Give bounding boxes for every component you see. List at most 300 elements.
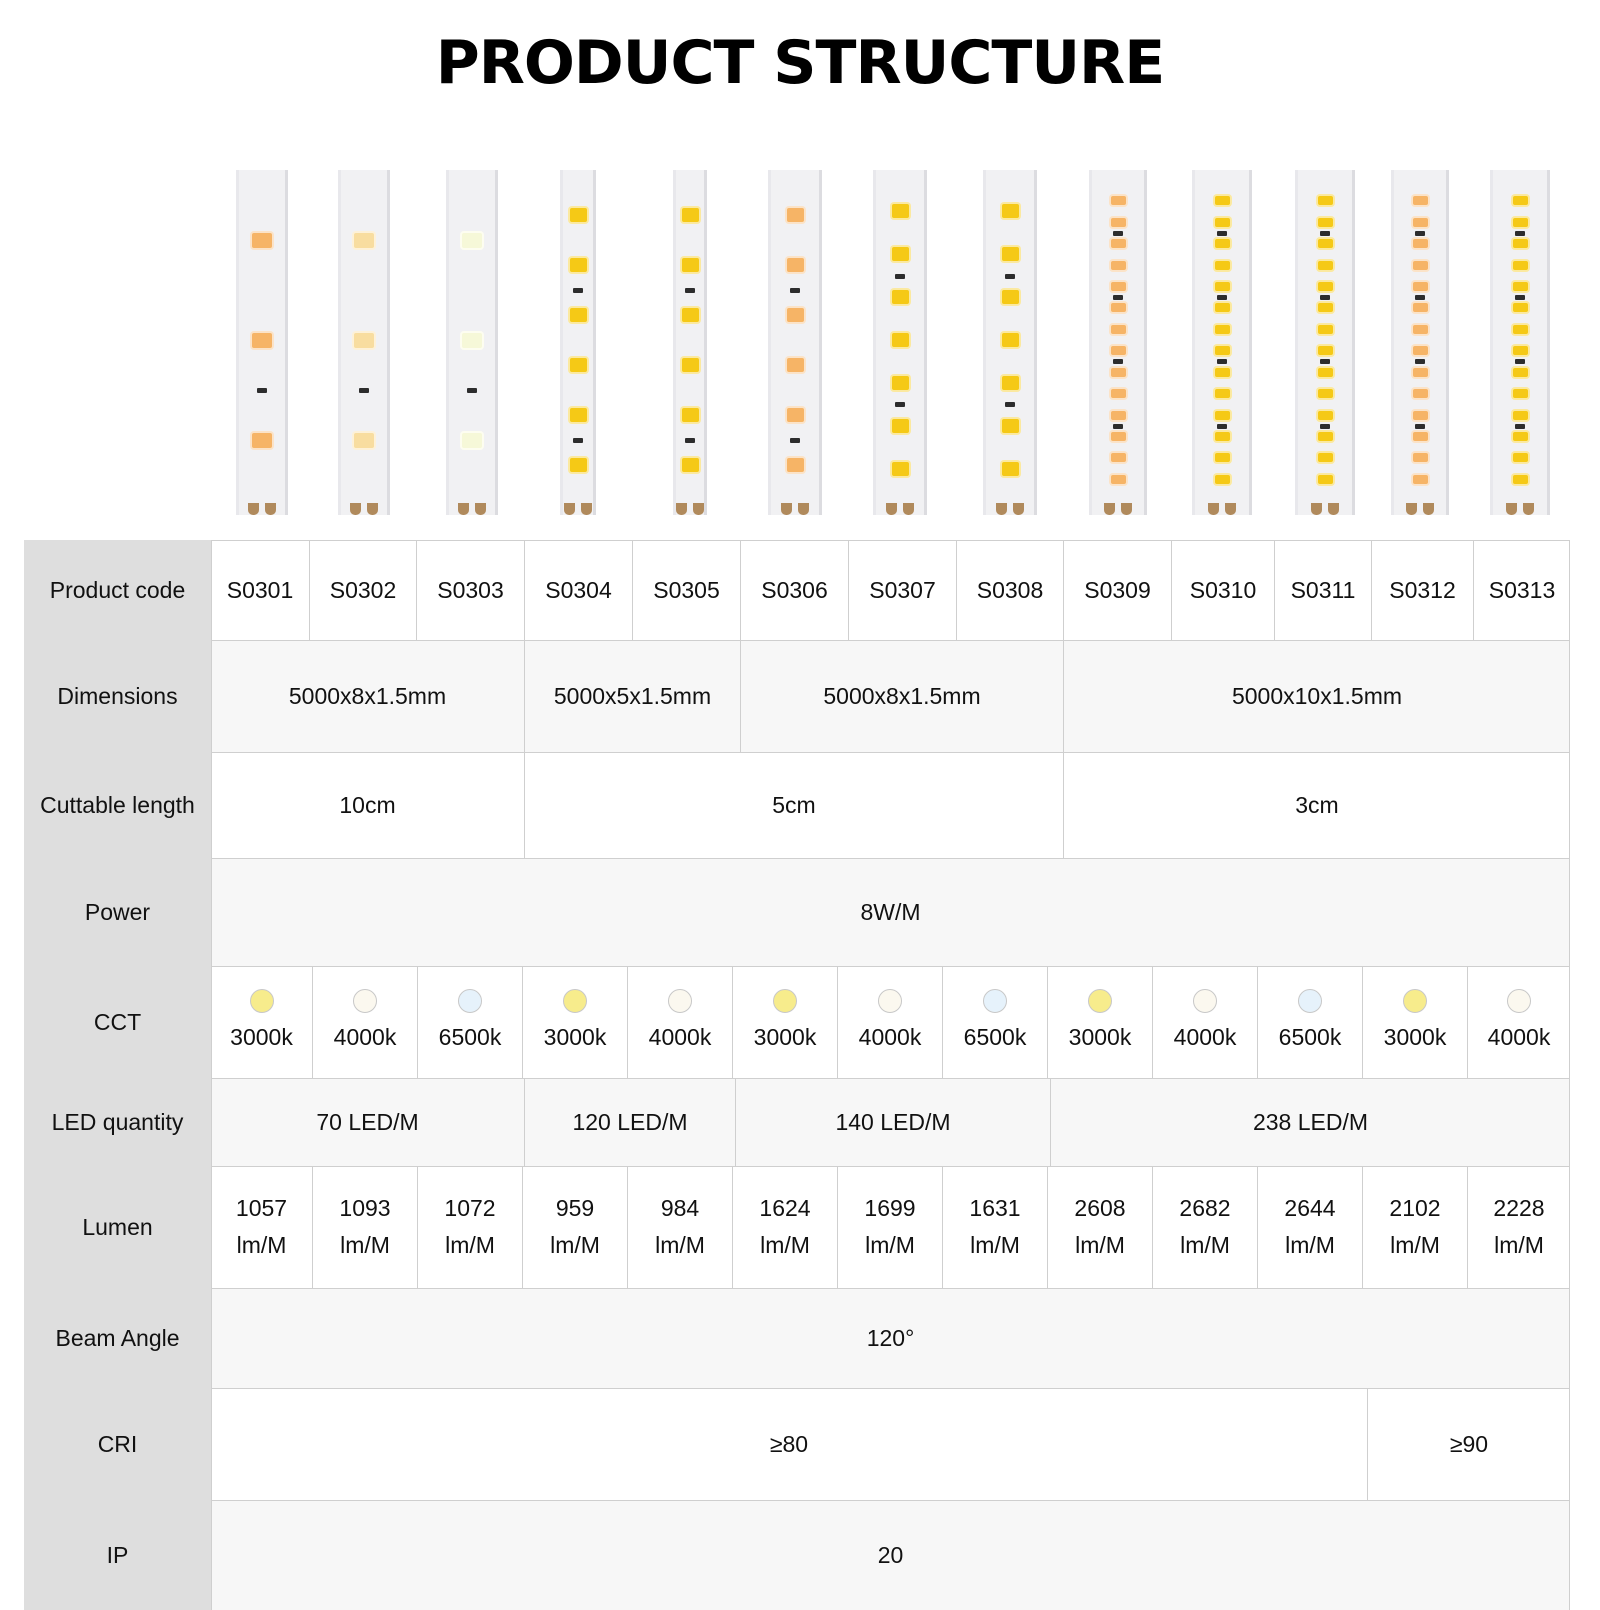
led-chip: [787, 258, 804, 272]
solder-pad: [996, 503, 1007, 515]
cct-cell: [523, 966, 628, 1078]
lumen-value: 2228: [1493, 1195, 1545, 1221]
solder-pad: [1423, 503, 1434, 515]
led-chip: [462, 433, 482, 448]
led-chip: [1215, 239, 1230, 248]
led-chip: [787, 208, 804, 222]
cct-value: 6500k: [1278, 1023, 1342, 1050]
lumen-value: 1057: [235, 1195, 288, 1221]
led-strip-image: [338, 170, 390, 515]
solder-pad: [1225, 503, 1236, 515]
led-chip: [1318, 432, 1333, 441]
led-chip: [1413, 303, 1428, 312]
solder-pad: [903, 503, 914, 515]
lumen-unit: lm/M: [1180, 1232, 1230, 1258]
lumen-cell: [1153, 1166, 1258, 1288]
led-chip: [1513, 239, 1528, 248]
led-chip: [892, 419, 909, 433]
label-dimensions: Dimensions: [57, 682, 178, 709]
led-chip: [1002, 419, 1019, 433]
solder-pad: [1523, 503, 1534, 515]
led-chip: [1215, 303, 1230, 312]
cct-color-swatch: [773, 989, 797, 1013]
led-chip: [892, 376, 909, 390]
led-chip: [682, 308, 699, 322]
led-chip: [1513, 282, 1528, 291]
lumen-cell: [628, 1166, 733, 1288]
solder-pad: [798, 503, 809, 515]
lumen-cell: [943, 1166, 1048, 1288]
led-chip: [1215, 218, 1230, 227]
led-chip: [1413, 475, 1428, 484]
led-chip: [1318, 368, 1333, 377]
cct-cell: [628, 966, 733, 1078]
led-chip: [1111, 475, 1126, 484]
solder-pad: [781, 503, 792, 515]
led-chip: [1413, 282, 1428, 291]
led-strip-image: [1490, 170, 1550, 515]
led-chip: [1318, 303, 1333, 312]
solder-pad: [367, 503, 378, 515]
lumen-unit: lm/M: [865, 1232, 915, 1258]
led-chip: [1002, 333, 1019, 347]
cri-cell: ≥80: [211, 1388, 1368, 1500]
page-title: PRODUCT STRUCTURE: [435, 28, 1165, 98]
product-code-cell: S0309: [1064, 540, 1172, 640]
solder-pad: [1311, 503, 1322, 515]
product-code-cell: S0301: [211, 540, 310, 640]
cri-cell: ≥90: [1449, 1430, 1489, 1457]
cct-cell: [313, 966, 418, 1078]
product-code-cell: S0305: [633, 540, 741, 640]
cct-color-swatch: [983, 989, 1007, 1013]
solder-pad: [1406, 503, 1417, 515]
led-strip-image: [768, 170, 822, 515]
label-ip: IP: [106, 1541, 129, 1568]
led-strip-image: [1391, 170, 1449, 515]
cct-cell: [1258, 966, 1363, 1078]
solder-pad: [564, 503, 575, 515]
led-chip: [1513, 346, 1528, 355]
product-code-cell: S0303: [417, 540, 525, 640]
solder-pad: [1121, 503, 1132, 515]
lumen-cell: [418, 1166, 523, 1288]
cct-value: 3000k: [543, 1023, 607, 1050]
cct-value: 6500k: [963, 1023, 1027, 1050]
solder-pad: [350, 503, 361, 515]
led-strip-image: [1089, 170, 1147, 515]
dimensions-cell: 5000x10x1.5mm: [1231, 682, 1403, 709]
cct-color-swatch: [878, 989, 902, 1013]
led-strip-image: [983, 170, 1037, 515]
resistor-chip: [685, 438, 695, 443]
cct-color-swatch: [250, 989, 274, 1013]
resistor-chip: [895, 274, 905, 279]
cuttable-length-cell: 3cm: [1295, 791, 1339, 818]
cuttable-length-cell: 5cm: [525, 752, 1064, 858]
led-chip: [1215, 368, 1230, 377]
led-quantity-cell: 120 LED/M: [525, 1078, 736, 1166]
led-chip: [1111, 239, 1126, 248]
led-chip: [1002, 376, 1019, 390]
lumen-value: 2102: [1389, 1195, 1441, 1221]
led-chip: [1111, 261, 1126, 270]
label-product-code: Product code: [49, 576, 186, 603]
beam-angle-cell: 120°: [866, 1324, 915, 1351]
led-strip-image: [446, 170, 498, 515]
lumen-value: 984: [660, 1195, 700, 1221]
led-chip: [1215, 411, 1230, 420]
cct-cell: [1048, 966, 1153, 1078]
led-chip: [1215, 432, 1230, 441]
resistor-chip: [1415, 359, 1425, 364]
cct-value: 4000k: [858, 1023, 922, 1050]
cuttable-length-cell: 10cm: [211, 752, 525, 858]
label-cuttable-length: Cuttable length: [40, 791, 195, 818]
cct-value: 4000k: [648, 1023, 712, 1050]
led-strip-image: [1295, 170, 1355, 515]
ip-cell: 20: [877, 1541, 904, 1568]
led-chip: [892, 290, 909, 304]
led-chip: [1002, 204, 1019, 218]
cct-value: 4000k: [333, 1023, 397, 1050]
led-chip: [1111, 432, 1126, 441]
resistor-chip: [573, 288, 583, 293]
lumen-cell: [523, 1166, 628, 1288]
led-chip: [1215, 475, 1230, 484]
solder-pad: [676, 503, 687, 515]
cct-color-swatch: [563, 989, 587, 1013]
led-strip-image: [673, 170, 707, 515]
led-chip: [682, 208, 699, 222]
led-chip: [1413, 325, 1428, 334]
cct-color-swatch: [668, 989, 692, 1013]
led-chip: [1413, 432, 1428, 441]
cct-cell: [418, 966, 523, 1078]
solder-pad: [265, 503, 276, 515]
led-chip: [1111, 303, 1126, 312]
solder-pad: [1104, 503, 1115, 515]
product-code-cell: S0313: [1488, 576, 1556, 603]
resistor-chip: [1113, 231, 1123, 236]
led-chip: [787, 358, 804, 372]
cct-value: 3000k: [230, 1023, 293, 1050]
led-chip: [787, 458, 804, 472]
product-code-cell: S0306: [741, 540, 849, 640]
lumen-unit: lm/M: [1075, 1232, 1125, 1258]
led-chip: [892, 204, 909, 218]
resistor-chip: [1320, 359, 1330, 364]
led-chip: [570, 408, 587, 422]
led-chip: [1513, 453, 1528, 462]
resistor-chip: [467, 388, 477, 393]
led-chip: [1413, 346, 1428, 355]
led-chip: [1513, 389, 1528, 398]
product-code-cell: S0307: [849, 540, 957, 640]
solder-pad: [475, 503, 486, 515]
label-lumen: Lumen: [82, 1213, 153, 1240]
resistor-chip: [1217, 231, 1227, 236]
lumen-unit: lm/M: [1285, 1232, 1335, 1258]
led-chip: [570, 458, 587, 472]
led-chip: [1513, 475, 1528, 484]
led-chip: [1111, 325, 1126, 334]
led-chip: [1413, 389, 1428, 398]
cct-cell: [838, 966, 943, 1078]
lumen-value: 959: [555, 1195, 595, 1221]
led-chip: [1215, 261, 1230, 270]
resistor-chip: [1415, 295, 1425, 300]
label-power: Power: [84, 898, 151, 925]
led-chip: [682, 358, 699, 372]
led-chip: [1111, 368, 1126, 377]
cct-color-swatch: [1507, 989, 1531, 1013]
led-chip: [892, 247, 909, 261]
lumen-cell: [1468, 1166, 1570, 1288]
led-chip: [1111, 389, 1126, 398]
led-chip: [682, 408, 699, 422]
led-chip: [1413, 453, 1428, 462]
led-chip: [1513, 368, 1528, 377]
lumen-value: 1072: [444, 1195, 496, 1221]
resistor-chip: [359, 388, 369, 393]
cct-cell: [211, 966, 313, 1078]
solder-pad: [458, 503, 469, 515]
led-strip-image: [236, 170, 288, 515]
led-chip: [1111, 453, 1126, 462]
resistor-chip: [790, 438, 800, 443]
led-chip: [1111, 196, 1126, 205]
led-strip-image: [873, 170, 927, 515]
led-chip: [1002, 462, 1019, 476]
led-chip: [1513, 261, 1528, 270]
lumen-cell: [1048, 1166, 1153, 1288]
resistor-chip: [1005, 274, 1015, 279]
lumen-value: 1624: [759, 1195, 811, 1221]
led-chip: [354, 433, 374, 448]
lumen-value: 1093: [339, 1195, 391, 1221]
led-chip: [1215, 389, 1230, 398]
led-chip: [1002, 290, 1019, 304]
cct-color-swatch: [1298, 989, 1322, 1013]
lumen-unit: lm/M: [445, 1232, 495, 1258]
product-code-cell: S0311: [1275, 540, 1372, 640]
lumen-unit: lm/M: [655, 1232, 705, 1258]
led-quantity-cell: 70 LED/M: [211, 1078, 525, 1166]
led-chip: [1413, 218, 1428, 227]
product-code-cell: S0304: [525, 540, 633, 640]
led-quantity-cell: 140 LED/M: [736, 1078, 1051, 1166]
led-chip: [1111, 346, 1126, 355]
product-code-cell: S0302: [310, 540, 417, 640]
cct-value: 4000k: [1487, 1023, 1551, 1050]
solder-pad: [886, 503, 897, 515]
led-chip: [1318, 389, 1333, 398]
lumen-cell: [313, 1166, 418, 1288]
led-chip: [1513, 432, 1528, 441]
led-chip: [1513, 303, 1528, 312]
cct-color-swatch: [353, 989, 377, 1013]
solder-pad: [1328, 503, 1339, 515]
led-chip: [354, 333, 374, 348]
cct-cell: [733, 966, 838, 1078]
resistor-chip: [1113, 359, 1123, 364]
lumen-cell: [1258, 1166, 1363, 1288]
led-chip: [1318, 218, 1333, 227]
led-chip: [1513, 218, 1528, 227]
led-chip: [1318, 239, 1333, 248]
led-chip: [892, 462, 909, 476]
led-chip: [682, 258, 699, 272]
cct-value: 4000k: [1173, 1023, 1237, 1050]
led-chip: [1318, 196, 1333, 205]
led-chip: [1215, 282, 1230, 291]
led-chip: [1111, 282, 1126, 291]
lumen-unit: lm/M: [1390, 1232, 1440, 1258]
lumen-cell: [211, 1166, 313, 1288]
resistor-chip: [1113, 295, 1123, 300]
led-chip: [252, 333, 272, 348]
cct-cell: [1153, 966, 1258, 1078]
resistor-chip: [1320, 231, 1330, 236]
led-chip: [682, 458, 699, 472]
label-led-quantity: LED quantity: [51, 1108, 184, 1135]
led-chip: [1215, 196, 1230, 205]
led-chip: [354, 233, 374, 248]
resistor-chip: [1217, 424, 1227, 429]
led-chip: [1413, 411, 1428, 420]
led-strip-images: [0, 160, 1600, 520]
led-chip: [1215, 325, 1230, 334]
cct-value: 6500k: [438, 1023, 502, 1050]
resistor-chip: [1217, 359, 1227, 364]
lumen-unit: lm/M: [970, 1232, 1020, 1258]
cct-value: 3000k: [753, 1023, 817, 1050]
product-code-cell: S0312: [1372, 540, 1474, 640]
cct-color-swatch: [1088, 989, 1112, 1013]
lumen-unit: lm/M: [550, 1232, 600, 1258]
led-chip: [462, 233, 482, 248]
solder-pad: [693, 503, 704, 515]
led-chip: [252, 433, 272, 448]
led-chip: [570, 208, 587, 222]
led-chip: [1002, 247, 1019, 261]
cct-value: 3000k: [1383, 1023, 1447, 1050]
lumen-value: 1699: [864, 1195, 916, 1221]
cct-color-swatch: [1403, 989, 1427, 1013]
led-chip: [1318, 261, 1333, 270]
lumen-value: 2644: [1284, 1195, 1336, 1221]
cct-cell: [1468, 966, 1570, 1078]
led-chip: [1513, 325, 1528, 334]
led-chip: [1215, 453, 1230, 462]
led-chip: [570, 308, 587, 322]
led-chip: [787, 308, 804, 322]
led-chip: [1413, 368, 1428, 377]
resistor-chip: [1415, 231, 1425, 236]
lumen-value: 1631: [969, 1195, 1021, 1221]
resistor-chip: [1515, 424, 1525, 429]
lumen-cell: [838, 1166, 943, 1288]
resistor-chip: [1515, 231, 1525, 236]
led-chip: [1318, 411, 1333, 420]
led-quantity-cell: 238 LED/M: [1252, 1108, 1369, 1135]
lumen-unit: lm/M: [760, 1232, 810, 1258]
resistor-chip: [573, 438, 583, 443]
resistor-chip: [1320, 295, 1330, 300]
led-chip: [1413, 239, 1428, 248]
led-chip: [462, 333, 482, 348]
lumen-unit: lm/M: [1494, 1232, 1544, 1258]
dimensions-cell: 5000x5x1.5mm: [525, 640, 741, 752]
led-chip: [1318, 282, 1333, 291]
led-chip: [1513, 411, 1528, 420]
dimensions-cell: 5000x8x1.5mm: [211, 640, 525, 752]
resistor-chip: [895, 402, 905, 407]
lumen-unit: lm/M: [340, 1232, 390, 1258]
resistor-chip: [1217, 295, 1227, 300]
product-code-cell: S0308: [957, 540, 1064, 640]
resistor-chip: [1415, 424, 1425, 429]
solder-pad: [1013, 503, 1024, 515]
lumen-cell: [1363, 1166, 1468, 1288]
led-chip: [570, 258, 587, 272]
resistor-chip: [257, 388, 267, 393]
dimensions-cell: 5000x8x1.5mm: [741, 640, 1064, 752]
lumen-unit: lm/M: [236, 1232, 287, 1258]
led-chip: [252, 233, 272, 248]
cct-color-swatch: [1193, 989, 1217, 1013]
led-chip: [570, 358, 587, 372]
led-chip: [1318, 475, 1333, 484]
cct-color-swatch: [458, 989, 482, 1013]
resistor-chip: [1515, 359, 1525, 364]
resistor-chip: [1515, 295, 1525, 300]
led-chip: [1413, 196, 1428, 205]
cct-cell: [1363, 966, 1468, 1078]
resistor-chip: [1320, 424, 1330, 429]
label-cri: CRI: [97, 1430, 138, 1457]
resistor-chip: [1113, 424, 1123, 429]
solder-pad: [1506, 503, 1517, 515]
solder-pad: [581, 503, 592, 515]
led-chip: [1318, 325, 1333, 334]
cct-value: 3000k: [1068, 1023, 1132, 1050]
led-chip: [1111, 411, 1126, 420]
lumen-value: 2608: [1074, 1195, 1126, 1221]
product-code-cell: S0310: [1172, 540, 1275, 640]
resistor-chip: [685, 288, 695, 293]
solder-pad: [1208, 503, 1219, 515]
lumen-value: 2682: [1179, 1195, 1231, 1221]
led-chip: [892, 333, 909, 347]
led-chip: [1215, 346, 1230, 355]
solder-pad: [248, 503, 259, 515]
label-beam-angle: Beam Angle: [55, 1324, 180, 1351]
led-chip: [1513, 196, 1528, 205]
lumen-cell: [733, 1166, 838, 1288]
led-chip: [1413, 261, 1428, 270]
resistor-chip: [1005, 402, 1015, 407]
led-chip: [1318, 346, 1333, 355]
resistor-chip: [790, 288, 800, 293]
led-chip: [1111, 218, 1126, 227]
power-cell: 8W/M: [860, 898, 921, 925]
led-chip: [787, 408, 804, 422]
label-cct: CCT: [93, 1008, 142, 1035]
led-strip-image: [560, 170, 596, 515]
cct-cell: [943, 966, 1048, 1078]
